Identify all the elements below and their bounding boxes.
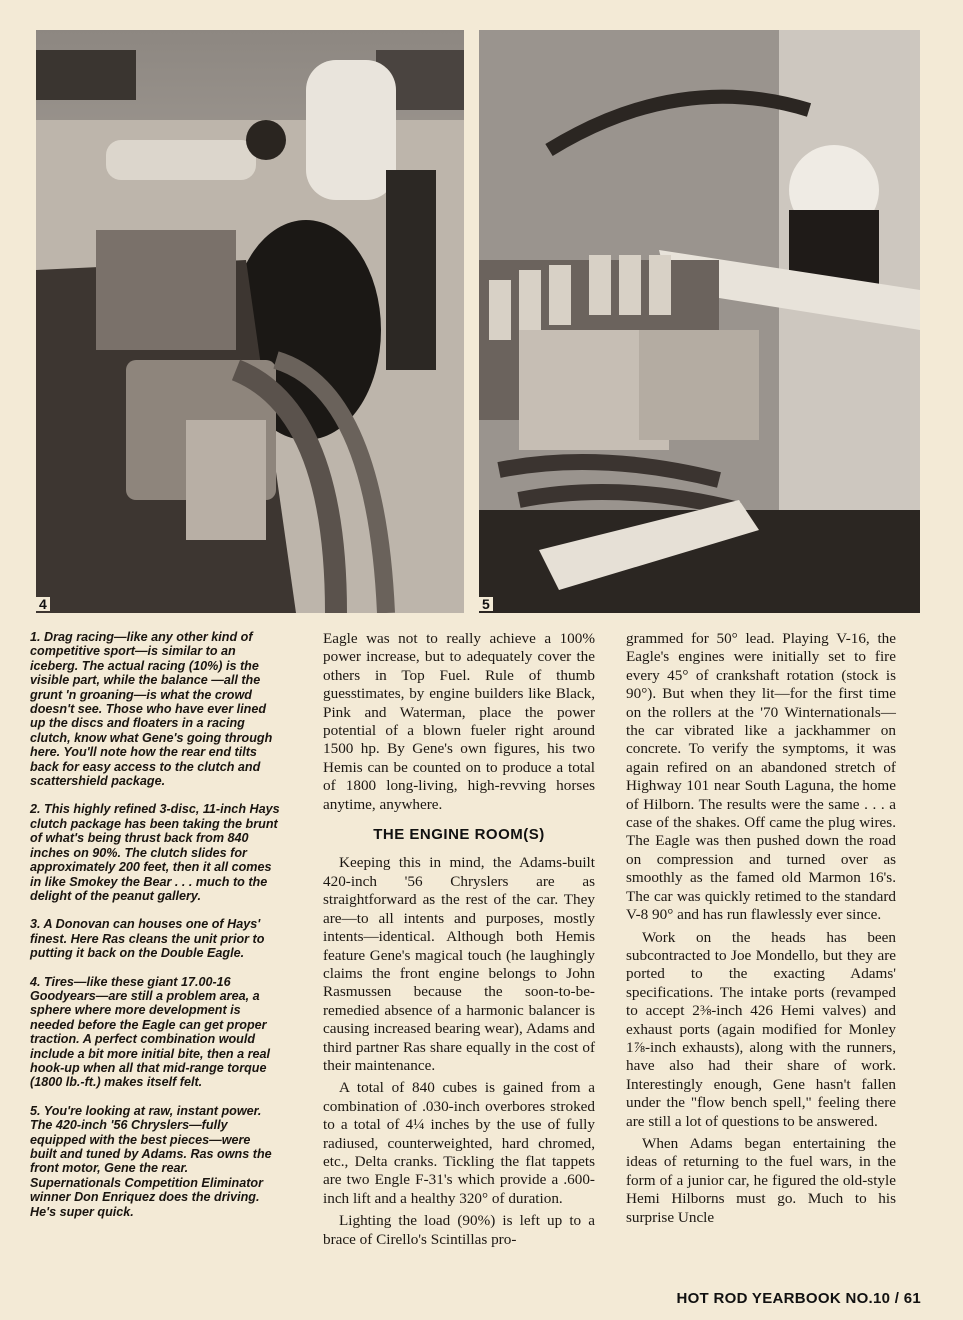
body-paragraph: A total of 840 cubes is gained from a combination of .030-inch overbores stroked to a total of 4¼ inches by the use of fully radiused, counterweighted, hard chromed, etc., Delta cranks. Tickling the flat tappets are two Engle F-31's which provide a .600-inch lift and a healthy 320° of duration. (323, 1079, 595, 1207)
article-column-2 (323, 630, 595, 1253)
section-heading: THE ENGINE ROOM(S) (373, 826, 545, 844)
caption-2: 2. This highly refined 3-disc, 11-inch Hays clutch package has been taking the brunt of what's being thrust back from 840 inches on 90%. The clutch slides for approximately 200 feet, then it all comes in like Smokey the Bear . . . much to the delight of the peanut gallery. (30, 802, 280, 903)
photo-dragster-engines-and-driver (479, 30, 920, 613)
body-paragraph: grammed for 50° lead. Playing V-16, the Eagle's engines were initially set to fire every 45° of crankshaft rotation (stock is 90°). But when they lit—for the first time on the rollers at the '70 Winternationals—the car vibrated like a jackhammer on concrete. To verify the symptoms, it was again refired on an abandoned stretch of Highway 101 near South Laguna, the home of Hilborn. The results were the same . . . a case of the shakes. Off came the plug wires. The Eagle was then pushed down the road on compression and turned over as smoothly as the famed old Marmon 16's. The car was quickly retimed to the standard V-8 90° and has run flawlessly ever since. (626, 630, 896, 924)
photo-4-image (36, 30, 464, 613)
caption-4: 4. Tires—like these giant 17.00-16 Goodyears—are still a problem area, a sphere where more development is needed before the Eagle can get proper traction. A perfect combination would include a bit more initial bite, then a real hook-up when all that mid-range torque (1800 lb.-ft.) makes itself felt. (30, 974, 271, 1090)
figure-number-5: 5 (479, 597, 493, 611)
captions-column (30, 630, 280, 1233)
photo-mechanics-working-on-engine (36, 30, 464, 613)
body-paragraph: Work on the heads has been subcontracted to Joe Mondello, but they are ported to the exacting Adams' specifications. The intake ports (revamped to accept 2⅜-inch 426 Hemi valves) and exhaust ports (again modified for Monley 1⅞-inch exhausts), along with the runners, have also had their share of work. Interestingly enough, Gene hasn't fallen under the "flow bench spell," feeling there are still a lot of questions to be answered. (626, 928, 896, 1130)
figure-number-4: 4 (36, 597, 50, 611)
body-paragraph: Keeping this in mind, the Adams-built 420-inch '56 Chryslers are as straightforward as the rest of the car. They are—to all intents and purposes, mostly intents—identical. Although both Hemis feature Gene's magical touch (he laughingly claims the front engine belongs to John Rasmussen because the soon-to-be-remedied absence of a harmonic balancer is causing increased bearing wear), Adams and third partner Ras share equally in the cost of their maintenance. (323, 854, 595, 1074)
caption-3: 3. A Donovan can houses one of Hays' finest. Here Ras cleans the unit prior to putting it back on the Double Eagle. (30, 917, 265, 961)
caption-5: 5. You're looking at raw, instant power. The 420-inch '56 Chryslers—fully equipped with the best pieces—were built and tuned by Adams. Ras owns the front motor, Gene the rear. Supernationals Competition Eliminator winner Don Enriquez does the driving. He's super quick. (30, 1103, 272, 1219)
caption-1: 1. Drag racing—like any other kind of competitive sport—is similar to an iceberg. The actual racing (10%) is the visible part, while the balance —all the grunt 'n groaning—is what the crowd doesn't see. Those who have ever lined up the discs and floaters in a racing clutch, know what Gene's going through here. You'll note how the rear end tilts back for easy access to the clutch and scattershield package. (30, 630, 273, 789)
body-paragraph: Eagle was not to really achieve a 100% power increase, but to adequately cover the others in Top Fuel. Rule of thumb guesstimates, by engine builders like Black, Pink and Waterman, place the power potential of a blown fueler right around 1500 hp. By Gene's own figures, his two Hemis can be counted on to produce a total of 1800 long-living, high-revving horses anytime, anywhere. (323, 630, 595, 813)
photo-5-image (479, 30, 920, 613)
body-paragraph: Lighting the load (90%) is left up to a brace of Cirello's Scintillas pro- (323, 1212, 595, 1248)
body-paragraph: When Adams began entertaining the ideas of returning to the fuel wars, in the form of a junior car, he figured the old-style Hemi Hilborns must go. Much to his surprise Uncle (626, 1134, 896, 1226)
page-footer: HOT ROD YEARBOOK NO.10 / 61 (676, 1290, 921, 1307)
article-column-3 (626, 630, 896, 1231)
